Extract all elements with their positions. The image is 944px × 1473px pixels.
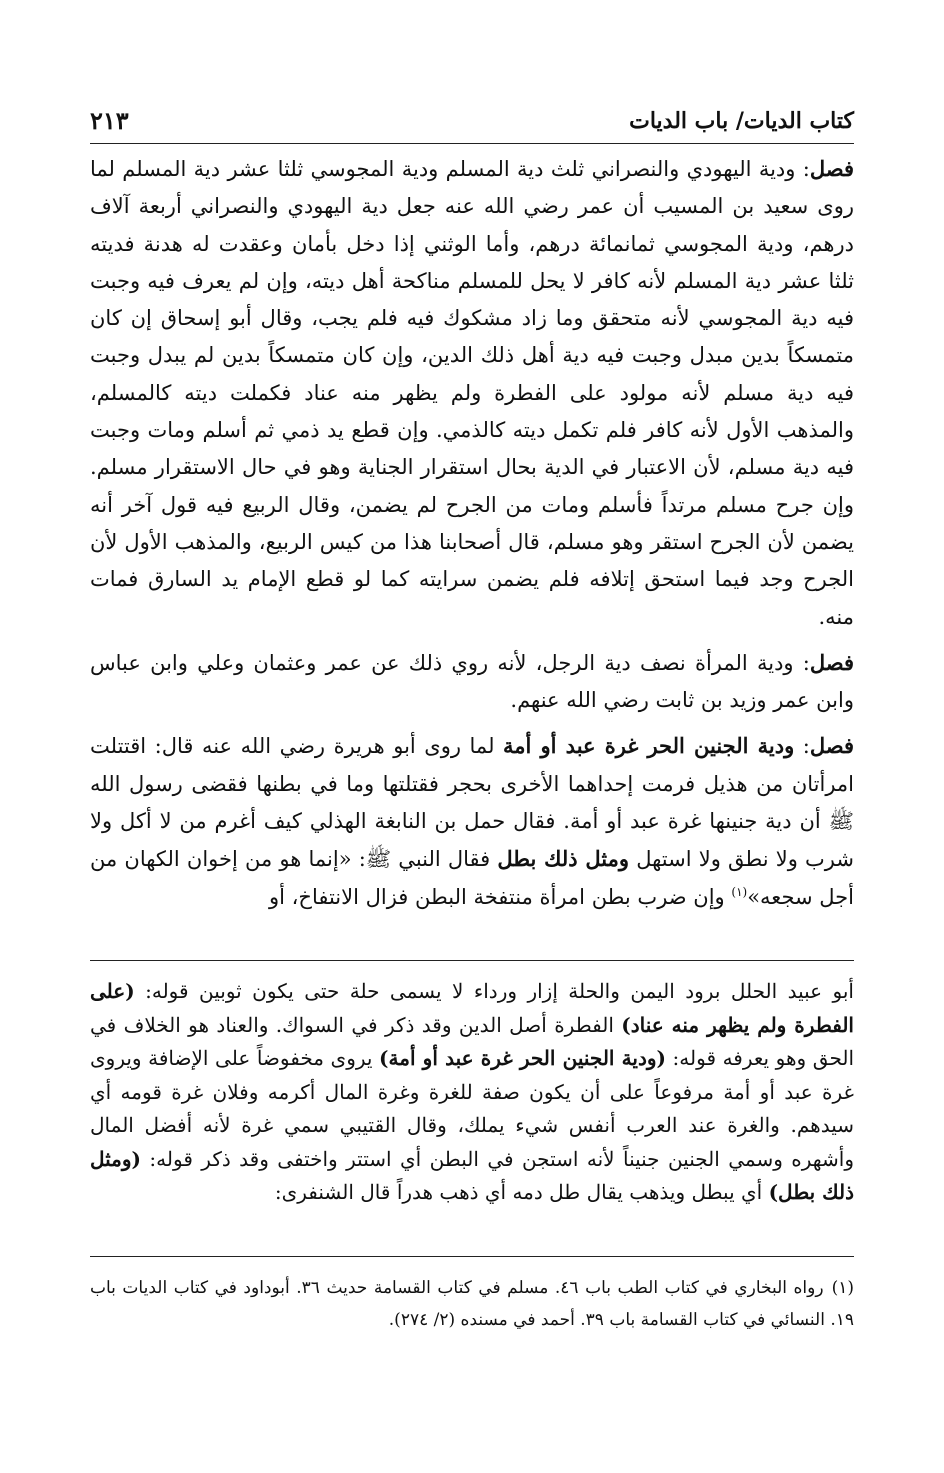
- commentary-bold: (على الفطرة ولم يظهر منه عناد): [90, 979, 854, 1037]
- running-title: كتاب الديات/ باب الديات: [629, 108, 854, 134]
- page-number: ٢١٣: [90, 106, 129, 135]
- bold-phrase: ودية الجنين الحر غرة عبد أو أمة: [503, 733, 795, 759]
- paragraph-text: وإن ضرب بطن امرأة منتفخة البطن فزال الانتفاخ، أو: [268, 884, 732, 909]
- main-text: [90, 150, 854, 924]
- commentary-divider: [90, 960, 854, 961]
- section-label: فصل: [809, 156, 854, 181]
- commentary-paragraph: [90, 975, 854, 1210]
- commentary-bold: (ومثل ذلك بطل): [90, 1146, 854, 1204]
- header-divider: [90, 143, 854, 144]
- footnote-section: [90, 1272, 854, 1336]
- paragraph-3: [90, 727, 854, 915]
- commentary-text: الفطرة أصل الدين وقد ذكر في السواك. والعناد هو الخلاف في الحق وهو يعرفه قوله:: [90, 1012, 855, 1070]
- paragraph-2: [90, 644, 854, 720]
- commentary-section: [90, 975, 854, 1210]
- footnote-text: رواه البخاري في كتاب الطب باب ٤٦. مسلم في كتاب القسامة حديث ٣٦. أبوداود في كتاب الديات باب ١٩. النسائي في كتاب القسامة باب ٣٩. أحمد في مسنده (٢/ ٢٧٤).: [90, 1278, 854, 1330]
- section-label: فصل: [809, 733, 854, 759]
- separator: :: [794, 734, 810, 759]
- paragraph-text: لما روى أبو هريرة رضي الله عنه قال: اقتتلت امرأتان من هذيل فرمت إحداهما الأخرى بحجر فقتلتها وما في بطنها فقضى رسول الله ﷺ أن دية جنينها غرة عبد أو أمة. فقال حمل بن النابغة الهذلي كيف أغرم من لا أكل ولا شرب ولا نطق ولا استهل: [90, 734, 854, 872]
- page-header: [90, 96, 854, 142]
- commentary-text: يروى مخفوضاً على الإضافة ويروى غرة عبد أو أمة مرفوعاً على أن يكون صفة للغرة وغرة المال أكرمه وفلان غرة قومه أي سيدهم. والغرة عند العرب أنفس شيء يملك، وقال القتيبي سمي غرة لأنه أفضل المال وأشهره وسمي الجنين جنيناً لأنه استجن في البطن أي استتر واختفى وقد ذكر قوله:: [90, 1046, 854, 1171]
- paragraph-text: : ودية المرأة نصف دية الرجل، لأنه روي ذلك عن عمر وعثمان وعلي وابن عباس وابن عمر وزيد بن ثابت رضي الله عنهم.: [90, 650, 854, 713]
- commentary-text: أبو عبيد الحلل برود اليمن والحلة إزار ورداء لا يسمى حلة حتى يكون ثوبين قوله:: [134, 979, 854, 1003]
- section-label: فصل: [809, 649, 854, 675]
- footnote-divider: [90, 1256, 854, 1257]
- paragraph-1: [90, 150, 854, 636]
- footnote-item: [90, 1272, 854, 1336]
- footnote-reference[interactable]: (١): [731, 884, 748, 899]
- bold-phrase: ومثل ذلك بطل: [497, 846, 630, 872]
- paragraph-text: : ودية اليهودي والنصراني ثلث دية المسلم ودية المجوسي ثلثا عشر دية المسلم لما روى سعيد بن المسيب أن عمر رضي الله عنه جعل دية اليهودي والنصراني أربعة آلاف درهم، ودية المجوسي ثمانمائة درهم، وأما الوثني إذا دخل بأمان وعقدت له هدنة فديته ثلثا عشر دية المسلم لأنه كافر لا يحل للمسلم مناكحة أهل ديته، وإن لم يعرف فيه وجبت فيه دية المجوسي لأنه متحقق وما زاد مشكوك فيه فلم يجب، وقال أبو إسحاق إن كان متمسكاً بدين مبدل وجبت فيه دية أهل ذلك الدين، وإن كان متمسكاً بدين لم يبدل وجبت فيه دية مسلم لأنه مولود على الفطرة ولم يظهر منه عناد فكملت ديته كالمسلم، والمذهب الأول لأنه كافر فلم تكمل ديته كالذمي. وإن قطع يد ذمي ثم أسلم ومات وجبت فيه دية مسلم، لأن الاعتبار في الدية بحال استقرار الجناية وهو في حال الاستقرار مسلم. وإن جرح مسلم مرتداً فأسلم ومات من الجرح لم يضمن، وقال الربيع فيه قول آخر أنه يضمن لأن الجرح استقر وهو مسلم، قال أصحابنا هذا من كيس الربيع، والمذهب الأول لأن الجرح وجد فيما استحق إتلافه فلم يضمن سرايته كما لو قطع الإمام يد السارق فمات منه.: [90, 157, 854, 629]
- commentary-text: أي يبطل ويذهب يقال طل دمه أي ذهب هدراً قال الشنفرى:: [274, 1180, 769, 1204]
- commentary-bold: (ودية الجنين الحر غرة عبد أو أمة): [379, 1046, 666, 1070]
- footnote-number: (١): [831, 1278, 855, 1298]
- paragraph-text: فقال النبي ﷺ: «إنما هو من إخوان الكهان من أجل سجعه»: [90, 847, 854, 909]
